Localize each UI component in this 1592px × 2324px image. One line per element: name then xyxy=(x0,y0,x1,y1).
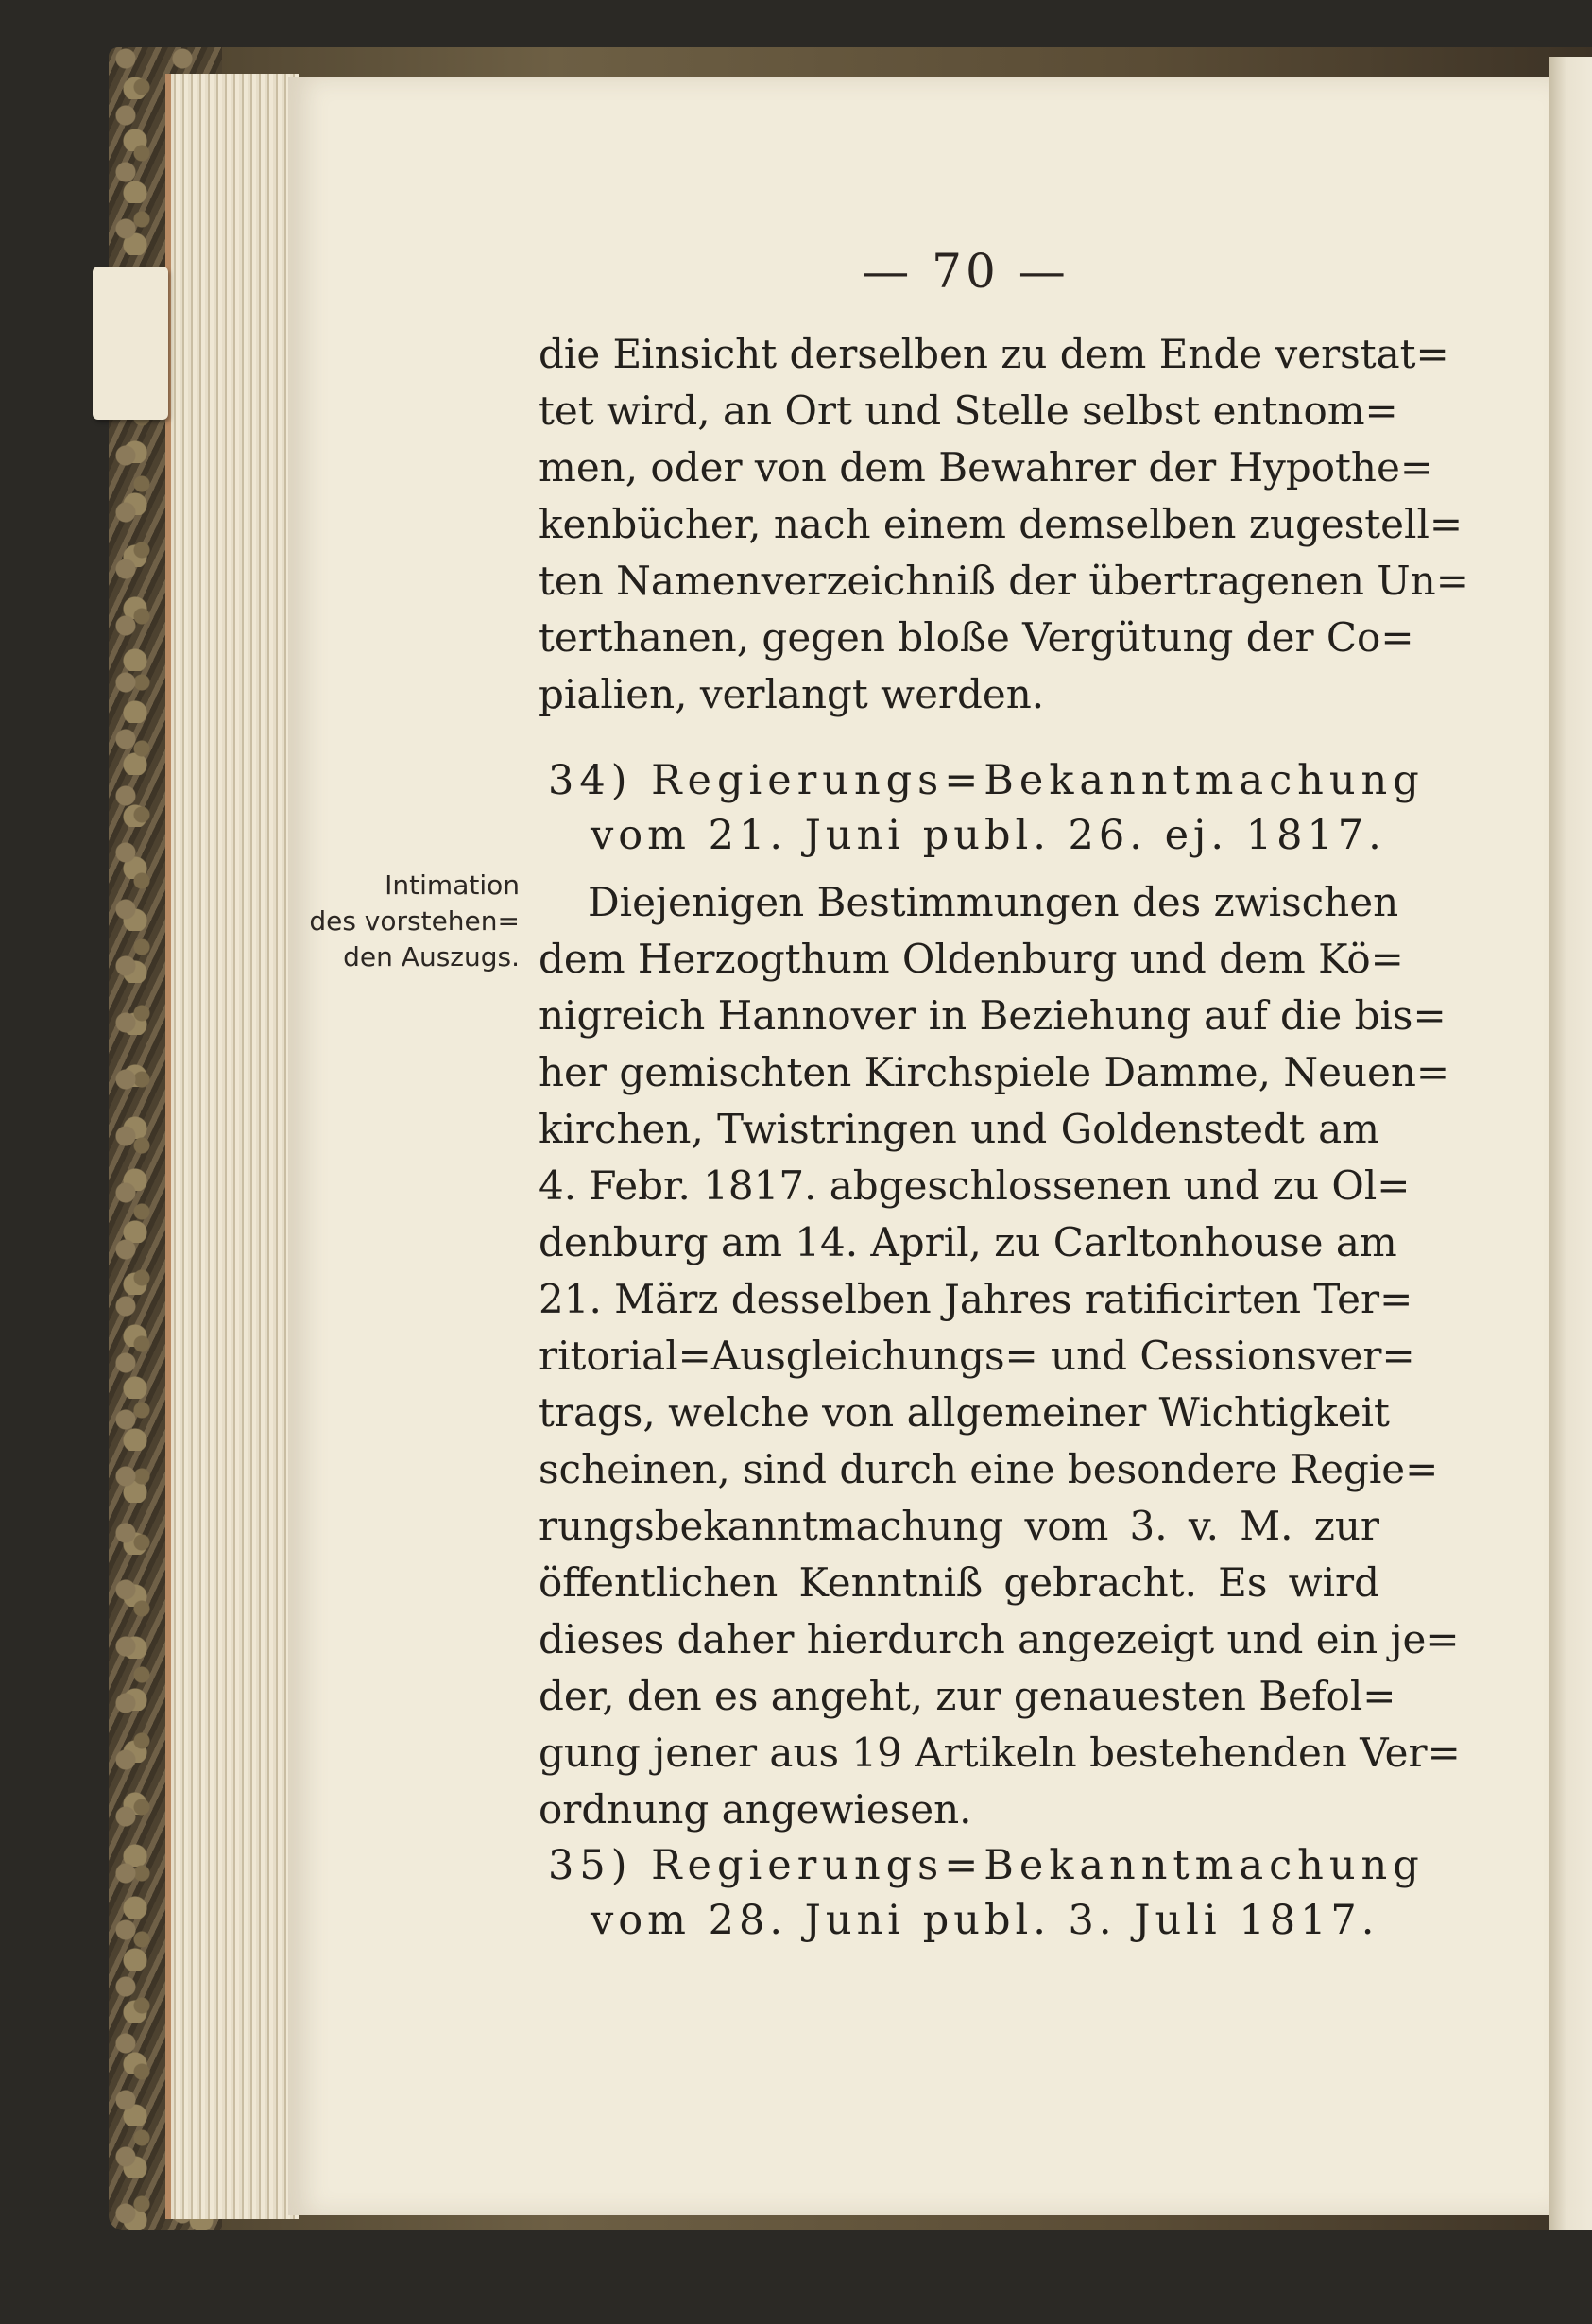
text-line: rungsbekanntmachung vom 3. v. M. zur xyxy=(539,1503,1379,1549)
text-line: ritorial=Ausgleichungs= und Cessionsver= xyxy=(539,1333,1415,1379)
paragraph-2 xyxy=(539,874,1461,1838)
text-line: nigreich Hannover in Beziehung auf die bis= xyxy=(539,992,1446,1039)
margin-note-line: des vorstehen= xyxy=(309,905,520,937)
text-line: ten Namenverzeichniß der übertragenen Un= xyxy=(539,558,1469,604)
text-line: gung jener aus 19 Artikeln bestehenden Ver= xyxy=(539,1730,1461,1776)
text-line: dieses daher hierdurch angezeigt und ein je= xyxy=(539,1616,1460,1662)
text-line: scheinen, sind durch eine besondere Regie= xyxy=(539,1446,1439,1492)
text-line: trags, welche von allgemeiner Wichtigkeit xyxy=(539,1389,1390,1436)
heading-line: 35) Regierungs=Bekanntmachung xyxy=(548,1842,1425,1889)
bookmark-tab xyxy=(93,267,168,420)
margin-note-line: den Auszugs. xyxy=(343,941,520,973)
text-line: der, den es angeht, zur genauesten Befol= xyxy=(539,1673,1396,1719)
text-line: Diejenigen Bestimmungen des zwischen xyxy=(588,879,1399,925)
text-line: men, oder von dem Bewahrer der Hypothe= xyxy=(539,444,1434,491)
text-line: ordnung angewiesen. xyxy=(539,1786,972,1833)
page-number: — 70 — xyxy=(862,244,1070,299)
heading-line: vom 28. Juni publ. 3. Juli 1817. xyxy=(591,1897,1379,1944)
text-line: die Einsicht derselben zu dem Ende verstat= xyxy=(539,331,1449,377)
page-edges xyxy=(165,74,299,2219)
heading-line: vom 21. Juni publ. 26. ej. 1817. xyxy=(591,812,1386,859)
paragraph-1 xyxy=(539,326,1469,723)
facing-page-edge xyxy=(1549,57,1592,2230)
margin-note xyxy=(307,868,520,975)
heading-line: 34) Regierungs=Bekanntmachung xyxy=(548,757,1425,804)
text-line: 4. Febr. 1817. abgeschlossenen und zu Ol= xyxy=(539,1162,1411,1209)
text-line: tet wird, an Ort und Stelle selbst entnom= xyxy=(539,387,1398,434)
text-line: her gemischten Kirchspiele Damme, Neuen= xyxy=(539,1049,1450,1095)
section-heading-35 xyxy=(548,1838,1425,1948)
text-line: öffentlichen Kenntniß gebracht. Es wird xyxy=(539,1559,1379,1606)
section-heading-34 xyxy=(548,753,1425,863)
margin-note-line: Intimation xyxy=(385,869,520,901)
text-line: kenbücher, nach einem demselben zugestell= xyxy=(539,501,1464,547)
text-line: 21. März desselben Jahres ratificirten Ter= xyxy=(539,1276,1413,1322)
text-line: pialien, verlangt werden. xyxy=(539,671,1045,717)
text-line: terthanen, gegen bloße Vergütung der Co= xyxy=(539,614,1414,661)
text-line: dem Herzogthum Oldenburg und dem Kö= xyxy=(539,936,1404,982)
text-line: kirchen, Twistringen und Goldenstedt am xyxy=(539,1106,1379,1152)
text-line: denburg am 14. April, zu Carltonhouse am xyxy=(539,1219,1397,1265)
